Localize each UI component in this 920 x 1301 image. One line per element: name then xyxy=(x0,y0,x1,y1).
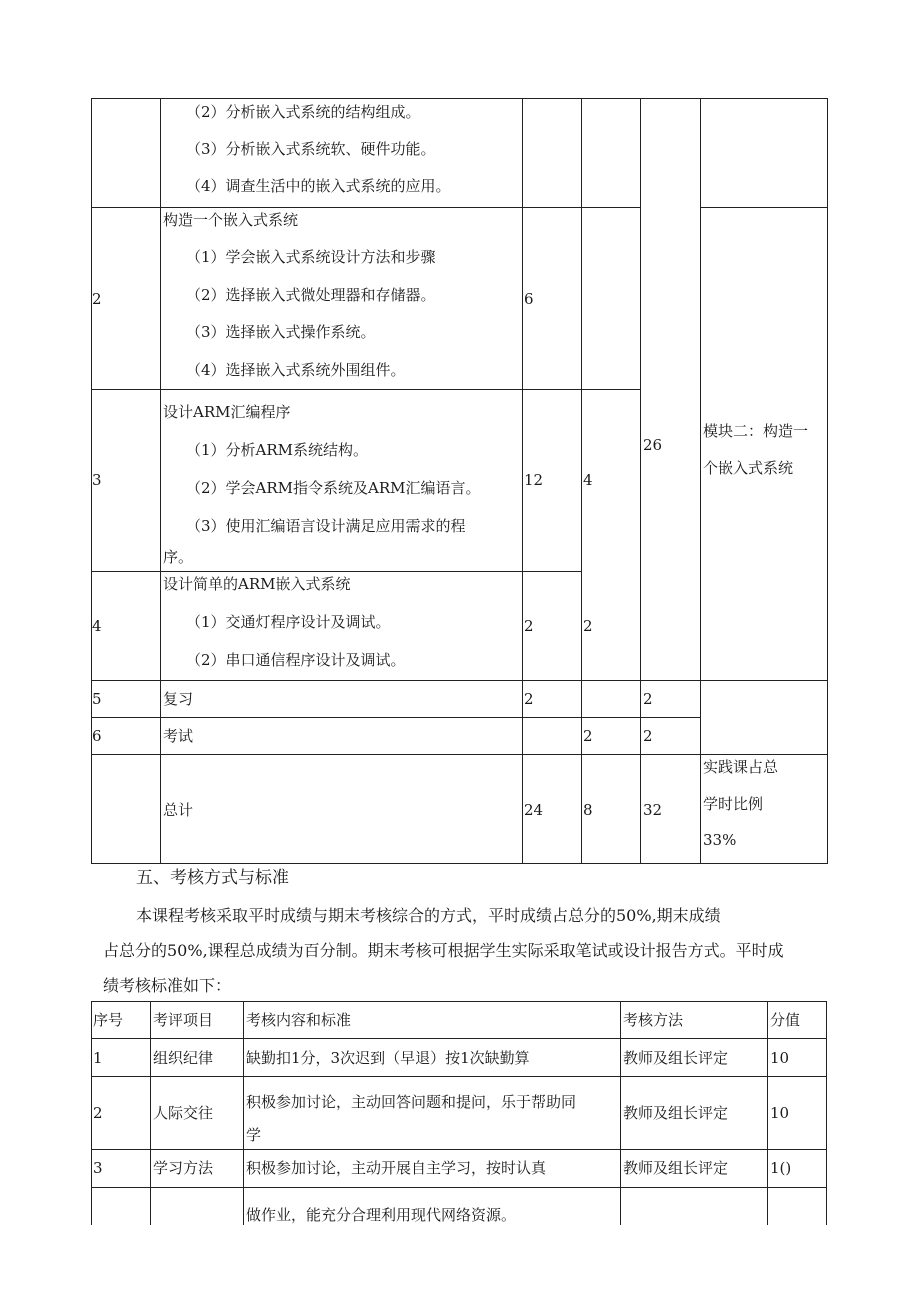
row5-total-hours: 2 xyxy=(643,690,653,708)
total-practice-hours: 8 xyxy=(583,801,593,819)
table-border xyxy=(160,98,161,864)
row4-number: 4 xyxy=(92,617,102,635)
table-border xyxy=(91,1076,827,1077)
table-cell: 人际交往 xyxy=(153,1104,214,1122)
table-cell: 积极参加讨论，主动回答问题和提问，乐于帮助同 xyxy=(246,1093,577,1111)
table-border xyxy=(700,207,828,208)
table-border xyxy=(91,1001,92,1225)
table-cell: 教师及组长评定 xyxy=(623,1049,729,1067)
row1-item: （2）分析嵌入式系统的结构组成。 xyxy=(186,103,421,121)
row4-practice-hours: 2 xyxy=(583,617,593,635)
row3-number: 3 xyxy=(92,471,102,489)
table-border xyxy=(91,717,701,718)
table-cell: 3 xyxy=(93,1159,103,1177)
table-border xyxy=(91,680,828,681)
table-border xyxy=(767,1001,768,1225)
paragraph-line: 本课程考核采取平时成绩与期末考核综合的方式，平时成绩占总分的50%,期末成绩 xyxy=(136,906,721,925)
paragraph-line: 占总分的50%,课程总成绩为百分制。期末考核可根据学生实际采取笔试或设计报告方式。平时成 xyxy=(103,941,784,960)
row3-practice-hours: 4 xyxy=(583,471,593,489)
header-item: 考评项目 xyxy=(153,1011,214,1029)
table-cell: 教师及组长评定 xyxy=(623,1104,729,1122)
row2-item: （4）选择嵌入式系统外围组件。 xyxy=(186,361,406,379)
row6-title: 考试 xyxy=(163,727,194,745)
module-name: 个嵌入式系统 xyxy=(703,459,794,477)
total-hours: 32 xyxy=(643,801,663,819)
table-cell: 组织纪律 xyxy=(153,1049,214,1067)
practice-ratio-value: 33% xyxy=(703,831,737,849)
row2-item: （1）学会嵌入式系统设计方法和步骤 xyxy=(186,248,436,266)
row5-title: 复习 xyxy=(163,690,194,708)
table-cell: 10 xyxy=(770,1049,790,1067)
total-theory-hours: 24 xyxy=(524,801,544,819)
table-border xyxy=(91,754,828,755)
table-border xyxy=(826,1001,827,1225)
row2-item: （3）选择嵌入式操作系统。 xyxy=(186,323,376,341)
table-border xyxy=(91,571,582,572)
table-cell: 1() xyxy=(770,1159,792,1177)
table-cell: 2 xyxy=(93,1104,103,1122)
table-cell: 1 xyxy=(93,1049,103,1067)
table-border xyxy=(91,863,828,864)
row6-practice-hours: 2 xyxy=(583,727,593,745)
table-border xyxy=(700,98,701,864)
row6-total-hours: 2 xyxy=(643,727,653,745)
practice-ratio-note: 实践课占总 xyxy=(703,758,779,776)
header-method: 考核方法 xyxy=(623,1011,684,1029)
row2-number: 2 xyxy=(92,290,102,308)
table-cell: 10 xyxy=(770,1104,790,1122)
row5-number: 5 xyxy=(92,690,102,708)
table-border xyxy=(243,1001,244,1225)
table-cell: 缺勤扣1分，3次迟到（早退）按1次缺勤算 xyxy=(246,1049,530,1067)
table-border xyxy=(91,98,828,99)
row2-theory-hours: 6 xyxy=(524,290,534,308)
row4-item: （2）串口通信程序设计及调试。 xyxy=(186,651,406,669)
table-border xyxy=(640,98,641,864)
table-cell: 学 xyxy=(246,1126,262,1144)
table-cell: 做作业，能充分合理利用现代网络资源。 xyxy=(246,1206,517,1224)
total-label: 总计 xyxy=(163,801,194,819)
row3-item: 序。 xyxy=(163,548,194,566)
table-border xyxy=(91,1187,827,1188)
table-border xyxy=(522,98,523,864)
table-border xyxy=(91,1038,827,1039)
row3-item: （2）学会ARM指令系统及ARM汇编语言。 xyxy=(186,479,481,497)
table-border xyxy=(827,98,828,864)
row3-item: （3）使用汇编语言设计满足应用需求的程 xyxy=(186,517,466,535)
row2-title: 构造一个嵌入式系统 xyxy=(163,211,299,229)
row3-theory-hours: 12 xyxy=(524,471,544,489)
header-score: 分值 xyxy=(770,1011,801,1029)
row3-item: （1）分析ARM系统结构。 xyxy=(186,441,369,459)
table-border xyxy=(620,1001,621,1225)
row4-theory-hours: 2 xyxy=(524,617,534,635)
table-border xyxy=(150,1001,151,1225)
table-cell: 学习方法 xyxy=(153,1159,214,1177)
paragraph-line: 绩考核标准如下： xyxy=(103,976,232,995)
header-content: 考核内容和标准 xyxy=(246,1011,352,1029)
row2-item: （2）选择嵌入式微处理器和存储器。 xyxy=(186,286,436,304)
practice-ratio-note: 学时比例 xyxy=(703,795,764,813)
row3-title: 设计ARM汇编程序 xyxy=(163,403,291,421)
table-border xyxy=(91,207,641,208)
table-border xyxy=(91,389,641,390)
module-name: 模块二：构造一 xyxy=(703,422,809,440)
table-border xyxy=(91,1001,827,1002)
row4-item: （1）交通灯程序设计及调试。 xyxy=(186,613,391,631)
row4-title: 设计简单的ARM嵌入式系统 xyxy=(163,575,351,593)
row6-number: 6 xyxy=(92,727,102,745)
row5-theory-hours: 2 xyxy=(524,690,534,708)
table-cell: 积极参加讨论，主动开展自主学习，按时认真 xyxy=(246,1159,547,1177)
header-number: 序号 xyxy=(93,1011,124,1029)
row1-item: （3）分析嵌入式系统软、硬件功能。 xyxy=(186,140,436,158)
table-cell: 教师及组长评定 xyxy=(623,1159,729,1177)
module-total-hours: 26 xyxy=(643,436,663,454)
section-heading: 五、考核方式与标准 xyxy=(136,868,289,888)
table-border xyxy=(581,98,582,864)
table-border xyxy=(91,1149,827,1150)
row1-item: （4）调查生活中的嵌入式系统的应用。 xyxy=(186,177,451,195)
